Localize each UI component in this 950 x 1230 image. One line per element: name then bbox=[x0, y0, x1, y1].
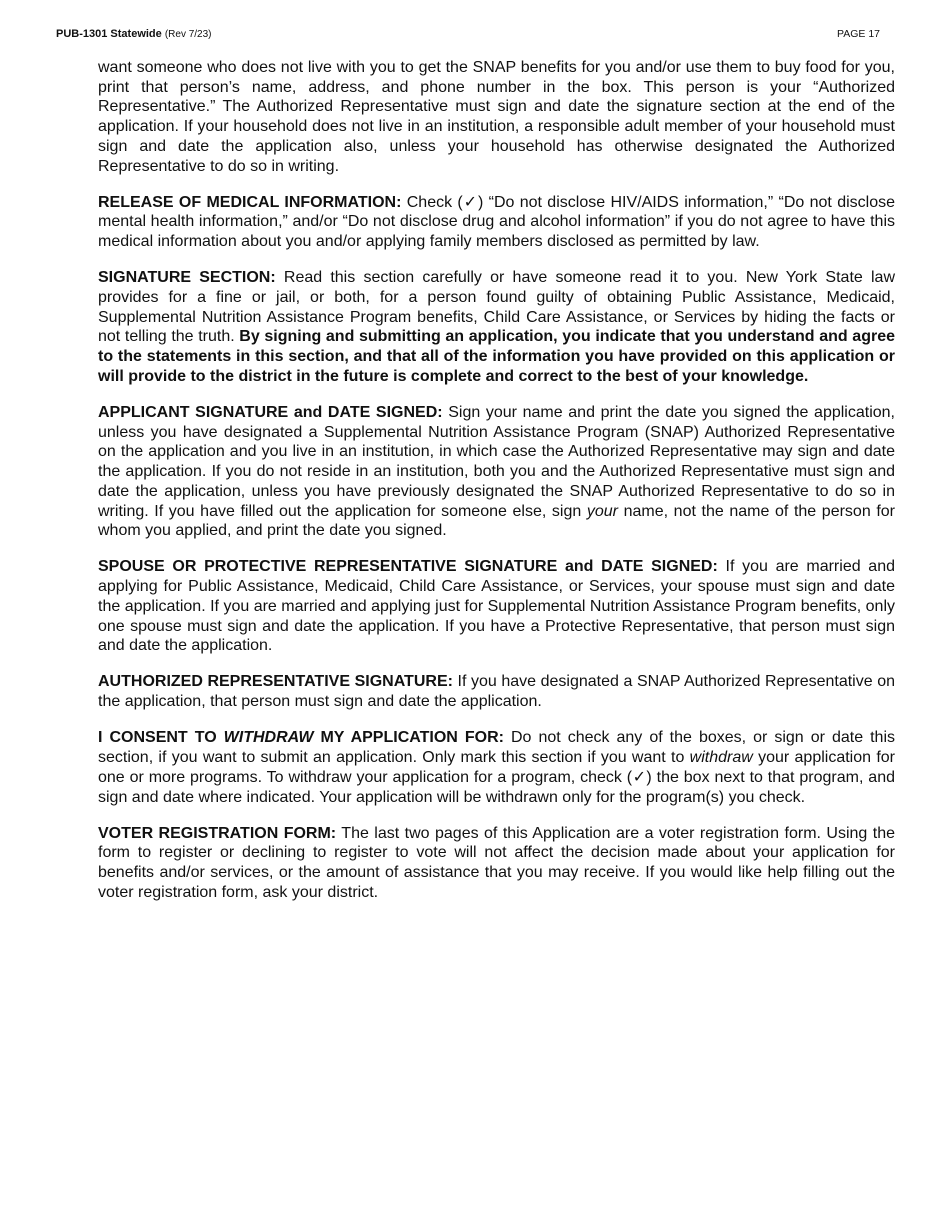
release-medical-paragraph bbox=[98, 193, 895, 252]
authorized-rep-text: If you have designated a SNAP Authorized Representative on the application, that person must sign and date the application. bbox=[98, 673, 895, 711]
consent-withdraw-heading-italic: WITHDRAW bbox=[223, 729, 314, 747]
release-medical-text: Check (✓) “Do not disclose HIV/AIDS information,” “Do not disclose mental health information,” and/or “Do not disclose drug and alcohol information” if you do not agree to have this medical information about you and/or applying family members disclosed as permitted by law. bbox=[98, 193, 895, 251]
document-body bbox=[98, 58, 895, 919]
authorized-rep-heading: AUTHORIZED REPRESENTATIVE SIGNATURE: bbox=[98, 673, 453, 691]
form-id-text: PUB-1301 Statewide bbox=[56, 28, 162, 40]
consent-withdraw-heading-1: I CONSENT TO bbox=[98, 729, 224, 747]
intro-text: want someone who does not live with you to get the SNAP benefits for you and/or use them to buy food for you, print that person’s name, address, and phone number in the box. This person is your “Authorized Representative.” The Authorized Representative must sign and date the signature section at the end of the application. If your household does not live in an institution, a responsible adult member of your household must sign and date the application also, unless your household has otherwise designated the Authorized Representative to do so in writing. bbox=[98, 59, 895, 175]
voter-registration-heading: VOTER REGISTRATION FORM: bbox=[98, 824, 337, 842]
consent-withdraw-text-2: your application for one or more programs. To withdraw your application for a program, check (✓) the box next to that program, and sign and date where indicated. Your application will be withdrawn only for the program(s) you check. bbox=[98, 749, 895, 806]
signature-section-paragraph bbox=[98, 268, 895, 386]
applicant-signature-text-1: Sign your name and print the date you signed the application, unless you have designated a Supplemental Nutrition Assistance Program (SNAP) Authorized Representative on the application and you live in an institution, in which case the Authorized Representative may sign and date the application. If you do not reside in an institution, both you and the Authorized Representative must sign and date the application, unless you have previously designated the SNAP Authorized Representative to do so in writing. If you have filled out the application for someone else, sign bbox=[98, 404, 896, 520]
applicant-signature-text-2: name, not the name of the person for whom you applied, and print the date you signed. bbox=[98, 502, 896, 540]
applicant-signature-paragraph bbox=[98, 403, 895, 541]
release-medical-heading: RELEASE OF MEDICAL INFORMATION: bbox=[98, 193, 402, 211]
form-id bbox=[56, 28, 212, 40]
form-revision: (Rev 7/23) bbox=[164, 29, 212, 40]
voter-registration-text: The last two pages of this Application are a voter registration form. Using the form to register or declining to register to vote will not affect the decision made about your application for benefits and/or services, or the amount of assistance that you may receive. If you would like help filling out the voter registration form, ask your district. bbox=[98, 824, 896, 901]
voter-registration-paragraph bbox=[98, 824, 895, 903]
page-number: PAGE 17 bbox=[837, 28, 880, 40]
signature-section-text: Read this section carefully or have someone read it to you. New York State law provides for a fine or jail, or both, for a person found guilty of obtaining Public Assistance, Medicaid, Supplemental Nutrition Assistance Program benefits, Child Care Assistance, or Services by hiding the facts or not telling the truth. bbox=[98, 269, 895, 346]
consent-withdraw-heading bbox=[98, 729, 504, 746]
intro-paragraph bbox=[98, 58, 895, 176]
consent-withdraw-paragraph bbox=[98, 728, 895, 807]
consent-withdraw-italic: withdraw bbox=[689, 749, 753, 767]
spouse-signature-heading: SPOUSE OR PROTECTIVE REPRESENTATIVE SIGNATURE and DATE SIGNED: bbox=[98, 558, 718, 576]
consent-withdraw-text-1: Do not check any of the boxes, or sign or date this section, if you want to submit an application. Only mark this section if you want to bbox=[98, 729, 896, 767]
signature-section-heading: SIGNATURE SECTION: bbox=[98, 269, 276, 287]
applicant-signature-italic: your bbox=[586, 502, 618, 520]
applicant-signature-heading: APPLICANT SIGNATURE and DATE SIGNED: bbox=[98, 404, 443, 422]
consent-withdraw-heading-2: MY APPLICATION FOR: bbox=[313, 729, 504, 747]
page-header bbox=[56, 28, 880, 44]
signature-section-bold-text: By signing and submitting an application, you indicate that you understand and agree to the statements in this section, and that all of the information you have provided on this application or will provide to the district in the future is complete and correct to the best of your knowledge. bbox=[98, 328, 895, 385]
authorized-rep-paragraph bbox=[98, 672, 895, 711]
spouse-signature-paragraph bbox=[98, 557, 895, 656]
spouse-signature-text: If you are married and applying for Public Assistance, Medicaid, Child Care Assistance, or Services, your spouse must sign and date the application. If you are married and applying just for Supplemental Nutrition Assistance Program benefits, only one spouse must sign and date the application. If you have a Protective Representative, that person must sign and date the application. bbox=[98, 558, 895, 655]
